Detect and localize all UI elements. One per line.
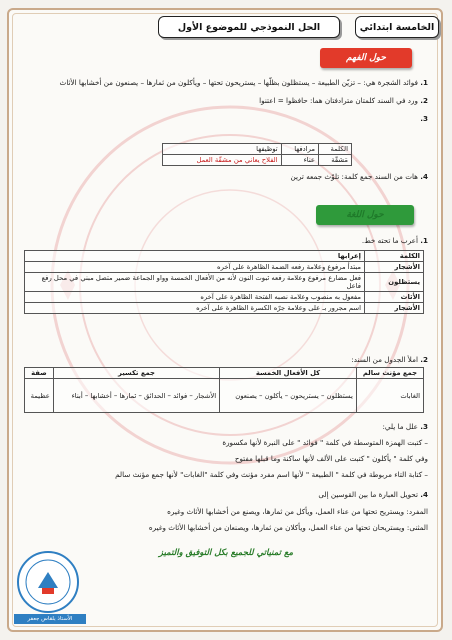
table-header: صفة	[25, 368, 54, 379]
lang-q4-dual: المثنى: ويستريحان تحتها من عناء العمل، ويأكلان من ثمارها، ويصنعان من أخشابها الأثاث وغيره	[148, 523, 428, 532]
comp-q3: 3.	[420, 114, 428, 123]
section-comprehension: حول الفهم	[320, 48, 412, 68]
synonym-table	[162, 143, 352, 166]
table-cell: الأشجار	[365, 262, 424, 273]
school-logo	[16, 550, 80, 614]
table-row	[25, 262, 424, 273]
table-header-row	[25, 251, 424, 262]
table-cell: مبتدأ مرفوع وعلامة رفعه الضمة الظاهرة على آخره	[25, 262, 365, 273]
lang-q2: 2. املأ الجدول من السند:	[351, 355, 428, 364]
closing-wishes: مع تمنياتي للجميع بكل التوفيق والتميز	[158, 548, 294, 558]
table-cell: عظيمة	[25, 379, 54, 413]
lang-q3-c: – كتابة التاء مربوطة في كلمة " الطبيعة " لأنها اسم مفرد مؤنث وفي كلمة "الغابات" لأنها جمع مؤنث سالم	[115, 470, 428, 479]
table-cell: الأشجار	[365, 303, 424, 314]
lang-q4-singular: المفرد: ويستريح تحتها من عناء العمل، ويأكل من ثمارها، ويصنع من أخشابها الأثاث وغيره	[167, 507, 428, 516]
table-header-row	[25, 368, 424, 379]
table-cell: الغابات	[356, 379, 423, 413]
table-cell: فعل مضارع مرفوع وعلامة رفعه ثبوت النون لأنه من الأفعال الخمسة وواو الجماعة ضمير متصل مبني في محل رفع فاعل	[25, 273, 365, 292]
table-row	[163, 155, 352, 166]
lang-q3-a: – كتبت الهمزة المتوسطة في كلمة " فوائد " على النبرة لأنها مكسورة	[222, 438, 428, 447]
table-header: الكلمة	[318, 144, 351, 155]
comp-q2: 2. ورد في السند كلمتان مترادفتان هما: حافظوا = اعتنوا	[259, 96, 428, 105]
table-row	[25, 379, 424, 413]
table-header: جمع مؤنث سالم	[356, 368, 423, 379]
table-header: مرادفها	[281, 144, 318, 155]
table-header: جمع تكسير	[53, 368, 219, 379]
lang-q1: 1. أعرب ما تحته خط.	[361, 236, 428, 245]
table-cell: الفلاح يعاني من مشقّة العمل	[163, 155, 282, 166]
table-cell: مفعول به منصوب وعلامة نصبه الفتحة الظاهرة على آخره	[25, 292, 365, 303]
table-header: توظيفها	[163, 144, 282, 155]
table-cell: الأثاث	[365, 292, 424, 303]
comp-q1: 1. فوائد الشجرة هي: – تزيّن الطبيعة – يستظلون بظلّها – يستريحون تحتها – ويأكلون من ثمارها – يصنعون من أخشابها الأثاث	[59, 78, 428, 87]
worksheet-title: الحل النموذجي للموضوع الأول	[158, 16, 340, 38]
table-row	[25, 273, 424, 292]
table-row	[25, 303, 424, 314]
table-row	[25, 292, 424, 303]
lang-q4: 4. تحويل العبارة ما بين القوسين إلى	[318, 490, 428, 499]
table-cell: عناء	[281, 155, 318, 166]
table-cell: يستظلون – يستريحون – يأكلون – يصنعون	[220, 379, 357, 413]
table-header: كل الأفعال الخمسة	[220, 368, 357, 379]
comp-q4: 4. هات من السند جمع كلمة: تلوّث جمعه ترين	[290, 172, 428, 181]
table-cell: مَشقّة	[318, 155, 351, 166]
lang-q3: 3. علل ما يلي:	[382, 422, 428, 431]
author-name: الأستاذ بلقاس جعفر	[14, 614, 86, 624]
table-header: إعرابها	[25, 251, 365, 262]
parsing-table	[24, 250, 424, 314]
section-language: حول اللغة	[316, 205, 414, 225]
classification-table	[24, 367, 424, 413]
table-cell: يستظلون	[365, 273, 424, 292]
table-cell: اسم مجرور بـ على وعلامة جرّه الكسرة الظاهرة على آخره	[25, 303, 365, 314]
grade-label: الخامسة ابتدائي	[355, 16, 439, 38]
table-cell: الأشجار – فوائد – الحدائق – ثمارها – أخشابها – أبناء	[53, 379, 219, 413]
table-header: الكلمة	[365, 251, 424, 262]
lang-q3-b: وفي كلمة " يأكلون " كتبت على الألف لأنها ساكنة وما قبلها مفتوح	[234, 454, 428, 463]
table-header-row	[163, 144, 352, 155]
